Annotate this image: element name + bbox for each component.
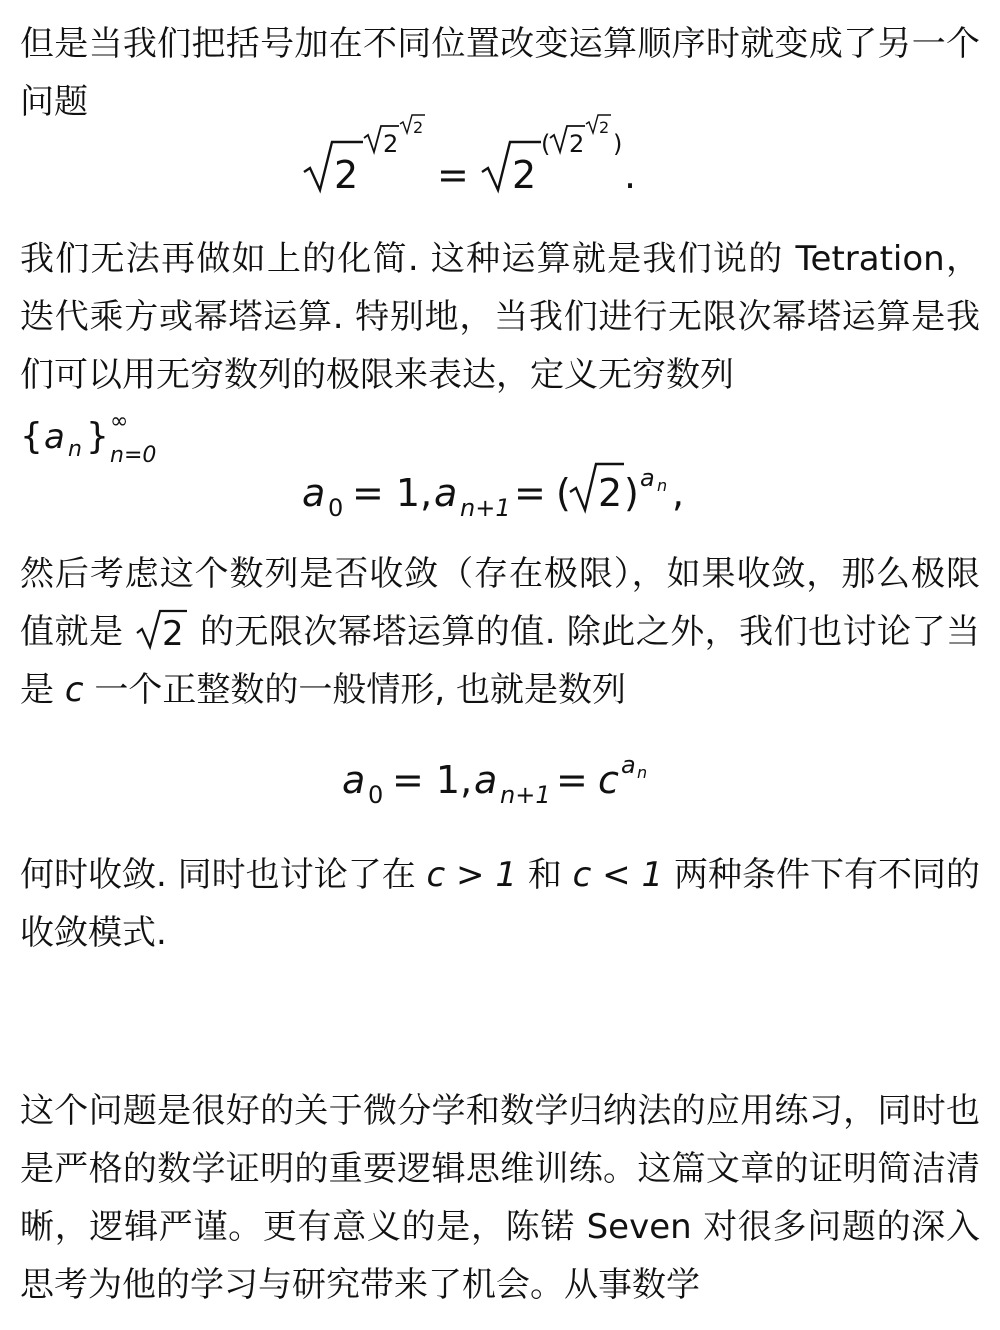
eq3-eq-one: = 1, (392, 758, 473, 802)
eq2-rparen: ) (624, 471, 639, 515)
inline-sqrt2 (135, 612, 200, 652)
equation-sqrt2-sequence (0, 458, 1000, 528)
eq1-base: 2 (334, 153, 359, 197)
paragraph-text: 何时收敛. 同时也讨论了在 (20, 855, 416, 895)
eq1-rhs-base: 2 (512, 153, 537, 197)
seq-from: n=0 (110, 443, 157, 468)
paragraph-text: 一个正整数的一般情形, 也就是数列 (94, 670, 626, 710)
eq3-an1: a (474, 758, 498, 802)
eq3-base: c (598, 758, 619, 802)
eq1-exp-exp: 2 (413, 118, 424, 137)
paragraph-text: 的无限次幂塔运算的值. 除此之外，我们也讨论了当是 (20, 612, 980, 710)
eq3-exp-sub: n (637, 763, 648, 782)
paragraph-tetration-definition (20, 230, 980, 472)
paragraph-intro: 但是当我们把括号加在不同位置改变运算顺序时就变成了另一个问题 (20, 24, 980, 122)
eq1-rhs-exp-base: 2 (569, 130, 585, 158)
eq1-rhs-close: ) (613, 130, 623, 158)
seq-var: a (44, 417, 65, 457)
eq2-comma: , (672, 471, 685, 515)
eq3-equals: = (556, 758, 588, 802)
inline-sqrt-num: 2 (161, 614, 184, 654)
sequence-notation (20, 409, 170, 468)
eq1-equals: = (437, 153, 469, 197)
eq1-period: . (624, 153, 637, 197)
paragraph-text: 我们无法再做如上的化简. 这种运算就是我们说的 Tetration，迭代乘方或幂塔运算. 特别地，当我们进行无限次幂塔运算是我们可以用无穷数列的极限来表达，定义无穷数列 (20, 239, 980, 395)
eq2-eq-one: = 1, (352, 471, 433, 515)
equation-tetration-order (0, 118, 1000, 198)
paragraph-text: 然后考虑这个数列是否收敛（存在极限），如果收敛，那么极限值就是 (20, 554, 980, 652)
inline-var-c: c (64, 670, 84, 710)
seq-close: } (86, 416, 109, 457)
paragraph-text: 和 (527, 855, 562, 895)
eq2-a0: a (302, 471, 326, 515)
eq2-an1-sub: n+1 (460, 494, 511, 522)
condition-greater: c > 1 (426, 855, 517, 895)
eq3-exp-var: a (621, 751, 636, 779)
eq2-an1: a (434, 471, 458, 515)
eq1-rhs-exp-exp: 2 (599, 118, 610, 137)
eq2-equals: = (514, 471, 546, 515)
eq1-exp-base: 2 (383, 130, 399, 158)
eq2-radicand: 2 (598, 471, 623, 515)
paragraph-convergence (20, 545, 980, 719)
eq3-an1-sub: n+1 (500, 781, 551, 809)
condition-less: c < 1 (572, 855, 664, 895)
eq2-a0-sub: 0 (328, 494, 344, 522)
eq3-a0-sub: 0 (368, 781, 384, 809)
paragraph-text: 两种条件下有不同的收敛模式. (20, 855, 981, 953)
seq-open: { (20, 416, 43, 457)
eq2-exp-sub: n (657, 476, 668, 495)
paragraph-commentary: 这个问题是很好的关于微分学和数学归纳法的应用练习，同时也是严格的数学证明的重要逻辑思维训练。这篇文章的证明简洁清晰，逻辑严谨。更有意义的是，陈锘 Seven 对很多问题的深入思考为他的学习与研究带来了机会。从事数学 (20, 1091, 980, 1305)
eq1-rhs-open: ( (541, 130, 551, 158)
seq-sub: n (68, 437, 82, 462)
paragraph-convergence-modes (20, 846, 980, 962)
eq2-lparen: ( (556, 471, 571, 515)
seq-sup: ∞ (110, 409, 129, 434)
equation-c-sequence (0, 745, 1000, 815)
eq2-exp-var: a (640, 464, 655, 492)
eq3-a0: a (342, 758, 366, 802)
